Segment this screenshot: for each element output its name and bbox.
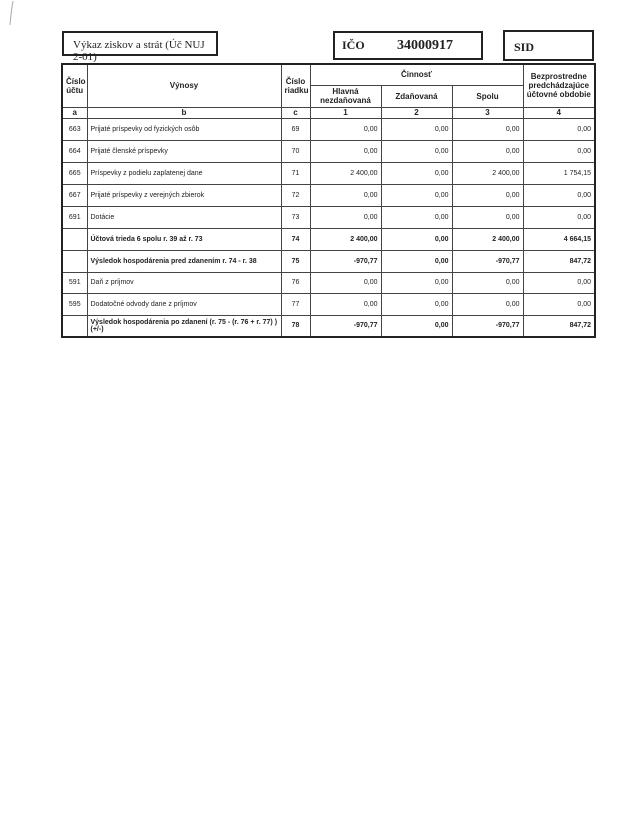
row-number: 77: [281, 293, 310, 315]
account-number: [62, 228, 87, 250]
account-number: 664: [62, 140, 87, 162]
value-taxed: 0,00: [381, 228, 452, 250]
value-main: 0,00: [310, 272, 381, 293]
value-previous: 0,00: [523, 272, 595, 293]
value-total: 2 400,00: [452, 228, 523, 250]
value-taxed: 0,00: [381, 140, 452, 162]
value-previous: 0,00: [523, 293, 595, 315]
scan-mark: [4, 0, 18, 26]
table-row-result: [62, 315, 595, 337]
value-previous: 1 754,15: [523, 162, 595, 184]
item-name: Prijaté príspevky z verejných zbierok: [87, 184, 281, 206]
account-number: 665: [62, 162, 87, 184]
value-total: 2 400,00: [452, 162, 523, 184]
col-header-name: Výnosy: [87, 64, 281, 107]
value-taxed: 0,00: [381, 118, 452, 140]
col-code: b: [87, 107, 281, 118]
sid-box: [503, 30, 594, 61]
ico-label: IČO: [342, 38, 365, 52]
account-number: [62, 250, 87, 272]
col-header-row: Číslo riadku: [281, 64, 310, 107]
table-row: [62, 162, 595, 184]
table-row: [62, 293, 595, 315]
value-main: 0,00: [310, 140, 381, 162]
item-name: Prijaté príspevky od fyzických osôb: [87, 118, 281, 140]
table-row-result: [62, 250, 595, 272]
col-code: 3: [452, 107, 523, 118]
value-taxed: 0,00: [381, 206, 452, 228]
col-header-total: Spolu: [452, 85, 523, 107]
col-code: 1: [310, 107, 381, 118]
col-code: c: [281, 107, 310, 118]
ico-box: [333, 31, 483, 60]
value-total: 0,00: [452, 140, 523, 162]
col-header-taxed: Zdaňovaná: [381, 85, 452, 107]
account-number: [62, 315, 87, 337]
item-name: Výsledok hospodárenia po zdanení (r. 75 - (r. 76 + r. 77) ) (+/-): [87, 315, 281, 337]
value-main: -970,77: [310, 250, 381, 272]
row-number: 70: [281, 140, 310, 162]
value-main: -970,77: [310, 315, 381, 337]
item-name: Výsledok hospodárenia pred zdanením r. 74 - r. 38: [87, 250, 281, 272]
report-title-box: [62, 31, 218, 63]
row-number: 69: [281, 118, 310, 140]
item-name: Príspevky z podielu zaplatenej dane: [87, 162, 281, 184]
value-total: 0,00: [452, 272, 523, 293]
value-main: 2 400,00: [310, 228, 381, 250]
col-header-activity: Činnosť: [310, 64, 523, 85]
value-main: 2 400,00: [310, 162, 381, 184]
table-row: [62, 184, 595, 206]
value-total: 0,00: [452, 184, 523, 206]
value-taxed: 0,00: [381, 293, 452, 315]
value-taxed: 0,00: [381, 272, 452, 293]
account-number: 667: [62, 184, 87, 206]
value-main: 0,00: [310, 293, 381, 315]
value-previous: 0,00: [523, 140, 595, 162]
item-name: Dodatočné odvody dane z príjmov: [87, 293, 281, 315]
value-previous: 0,00: [523, 206, 595, 228]
row-number: 75: [281, 250, 310, 272]
col-header-previous: Bezprostredne predchádzajúce účtovné obdobie: [523, 64, 595, 107]
value-previous: 0,00: [523, 118, 595, 140]
item-name: Účtová trieda 6 spolu r. 39 až r. 73: [87, 228, 281, 250]
value-total: 0,00: [452, 118, 523, 140]
value-previous: 847,72: [523, 315, 595, 337]
ico-value: 34000917: [397, 38, 453, 53]
item-name: Prijaté členské príspevky: [87, 140, 281, 162]
table-row: [62, 206, 595, 228]
value-total: -970,77: [452, 315, 523, 337]
row-number: 78: [281, 315, 310, 337]
report-title: Výkaz ziskov a strát (Úč NUJ 2-01): [73, 39, 205, 63]
value-taxed: 0,00: [381, 184, 452, 206]
income-table: [61, 63, 596, 338]
table-row: [62, 140, 595, 162]
col-header-account: Číslo účtu: [62, 64, 87, 107]
value-total: 0,00: [452, 293, 523, 315]
item-name: Dotácie: [87, 206, 281, 228]
table-row: [62, 118, 595, 140]
row-number: 74: [281, 228, 310, 250]
account-number: 663: [62, 118, 87, 140]
value-previous: 847,72: [523, 250, 595, 272]
row-number: 71: [281, 162, 310, 184]
value-total: -970,77: [452, 250, 523, 272]
account-number: 591: [62, 272, 87, 293]
account-number: 595: [62, 293, 87, 315]
table-row: [62, 272, 595, 293]
account-number: 691: [62, 206, 87, 228]
col-header-main: Hlavná nezdaňovaná: [310, 85, 381, 107]
row-number: 72: [281, 184, 310, 206]
value-taxed: 0,00: [381, 315, 452, 337]
sid-label: SID: [514, 40, 535, 54]
value-previous: 0,00: [523, 184, 595, 206]
value-total: 0,00: [452, 206, 523, 228]
col-code: 4: [523, 107, 595, 118]
value-main: 0,00: [310, 206, 381, 228]
row-number: 73: [281, 206, 310, 228]
col-code: 2: [381, 107, 452, 118]
value-taxed: 0,00: [381, 162, 452, 184]
value-main: 0,00: [310, 184, 381, 206]
table-row-subtotal: [62, 228, 595, 250]
value-main: 0,00: [310, 118, 381, 140]
value-previous: 4 664,15: [523, 228, 595, 250]
col-code: a: [62, 107, 87, 118]
row-number: 76: [281, 272, 310, 293]
value-taxed: 0,00: [381, 250, 452, 272]
item-name: Daň z príjmov: [87, 272, 281, 293]
